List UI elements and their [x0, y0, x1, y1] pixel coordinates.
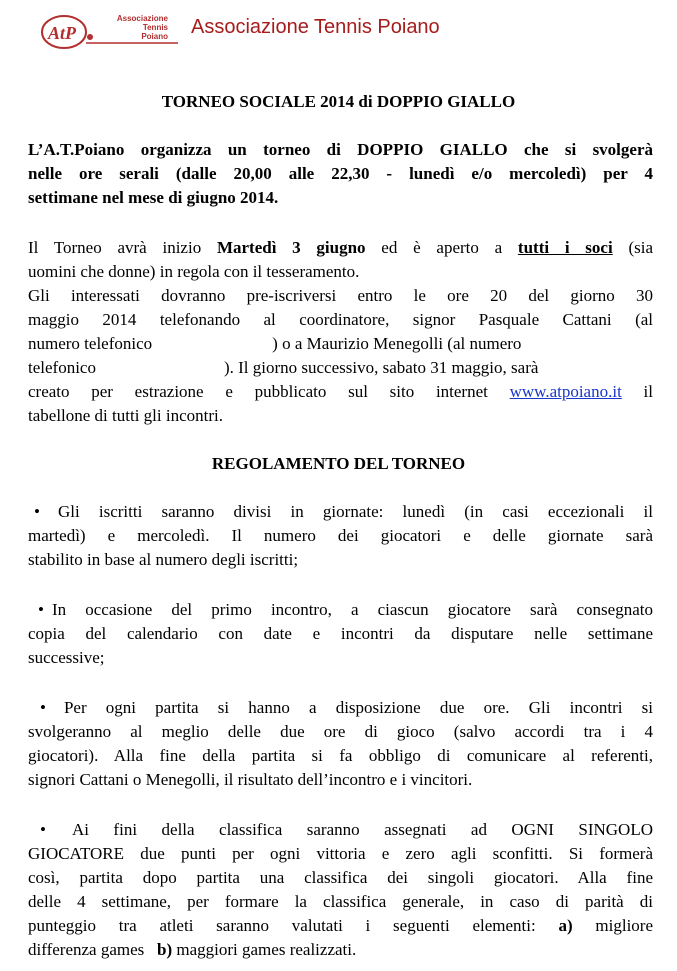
rule-line: GIOCATORE due punti per ogni vittoria e zero agli sconfitti. Si formerà — [28, 844, 653, 863]
rule-text: punteggio tra atleti saranno valutati i seguenti elementi: — [28, 916, 536, 935]
logo-caption — [110, 14, 168, 41]
logo-line: Associazione — [116, 14, 168, 23]
text-line: Gli interessati dovranno pre-iscriversi entro le ore 20 del giorno 30 — [28, 286, 653, 305]
rule-text: Gli iscritti saranno divisi in giornate: lunedì (in casi eccezionali il — [57, 502, 653, 521]
rule-line — [28, 914, 653, 938]
rules-heading: REGOLAMENTO DEL TORNEO — [211, 454, 466, 473]
rule-line — [28, 938, 653, 962]
criterion-label: b) — [157, 940, 173, 959]
rule-line: martedì) e mercoledì. Il numero dei giocatori e delle giornate sarà — [28, 526, 653, 545]
text-fragment: il — [621, 382, 653, 401]
rule-line: signori Cattani o Menegolli, il risultato dell’incontro e i vincitori. — [28, 770, 473, 789]
rule-line: delle 4 settimane, per formare la classifica generale, in caso di parità di — [28, 892, 653, 911]
organization-name: Associazione Tennis Poiano — [191, 16, 440, 38]
rule-line — [28, 500, 653, 524]
bullet-icon: • — [38, 600, 44, 619]
text-line — [28, 332, 653, 356]
rule-item — [28, 696, 653, 792]
text-fragment: numero telefonico — [28, 334, 153, 353]
rule-text: Per ogni partita si hanno a disposizione due ore. Gli incontri si — [63, 698, 653, 717]
rule-line: così, partita dopo partita una classifica dei singoli giocatori. Alla fine — [28, 868, 653, 887]
text-line: tabellone di tutti gli incontri. — [28, 406, 223, 425]
rule-text: Ai fini della classifica saranno assegnati ad OGNI SINGOLO — [71, 820, 653, 839]
text-line — [28, 236, 653, 260]
text-line: uomini che donne) in regola con il tesseramento. — [28, 262, 360, 281]
bullet-icon: • — [40, 820, 46, 839]
text-line — [28, 356, 653, 380]
rule-line — [28, 696, 653, 720]
letterhead — [38, 12, 658, 52]
bullet-icon: • — [34, 502, 40, 521]
logo-line: Poiano — [141, 32, 168, 41]
criterion-label: a) — [558, 916, 573, 935]
start-date: Martedì 3 giugno — [216, 238, 366, 257]
text-line — [28, 380, 653, 404]
rule-text: In occasione del primo incontro, a ciascun giocatore sarà consegnato — [51, 600, 653, 619]
logo — [38, 12, 188, 52]
rule-line — [28, 818, 653, 842]
rule-line: stabilito in base al numero degli iscritti; — [28, 550, 299, 569]
rule-line: copia del calendario con date e incontri da disputare nelle settimane — [28, 624, 653, 643]
eligibility-emphasis: tutti i soci — [517, 238, 613, 257]
text-fragment: (sia — [612, 238, 653, 257]
rule-line — [28, 598, 653, 622]
rule-line: giocatori). Alla fine della partita si fa obbligo di comunicare al referenti, — [28, 746, 653, 765]
rule-text: differenza games — [28, 940, 145, 959]
bullet-icon: • — [40, 698, 46, 717]
intro-paragraph — [28, 138, 653, 210]
announcement-paragraph — [28, 236, 653, 428]
text-line: maggio 2014 telefonando al coordinatore, signor Pasquale Cattani (al — [28, 310, 653, 329]
text-fragment: ). Il giorno successivo, sabato 31 maggio, sarà — [223, 358, 539, 377]
website-link[interactable]: www.atpoiano.it — [509, 382, 622, 401]
logo-line: Tennis — [142, 23, 168, 32]
intro-line: L’A.T.Poiano organizza un torneo di DOPPIO GIALLO che si svolgerà — [28, 140, 653, 159]
text-fragment: Il Torneo avrà inizio — [28, 238, 217, 257]
intro-line: nelle ore serali (dalle 20,00 alle 22,30 - lunedì e/o mercoledì) per 4 — [28, 164, 653, 183]
svg-text:AtP: AtP — [48, 23, 77, 43]
intro-line: settimane nel mese di giugno 2014. — [28, 188, 279, 207]
text-fragment: creato per estrazione e pubblicato sul sito internet — [28, 382, 510, 401]
rule-item — [28, 500, 653, 572]
rule-text: migliore — [572, 916, 653, 935]
rule-item — [28, 818, 653, 962]
rule-text: maggiori games realizzati. — [172, 940, 357, 959]
text-fragment: ) o a Maurizio Menegolli (al numero — [272, 334, 522, 353]
rule-line: successive; — [28, 648, 105, 667]
text-fragment: ed è aperto a — [365, 238, 518, 257]
page-title: TORNEO SOCIALE 2014 di DOPPIO GIALLO — [161, 92, 516, 111]
rule-item — [28, 598, 653, 670]
rule-line: svolgeranno al meglio delle due ore di gioco (salvo accordi tra i 4 — [28, 722, 653, 741]
text-fragment: telefonico — [28, 358, 96, 377]
